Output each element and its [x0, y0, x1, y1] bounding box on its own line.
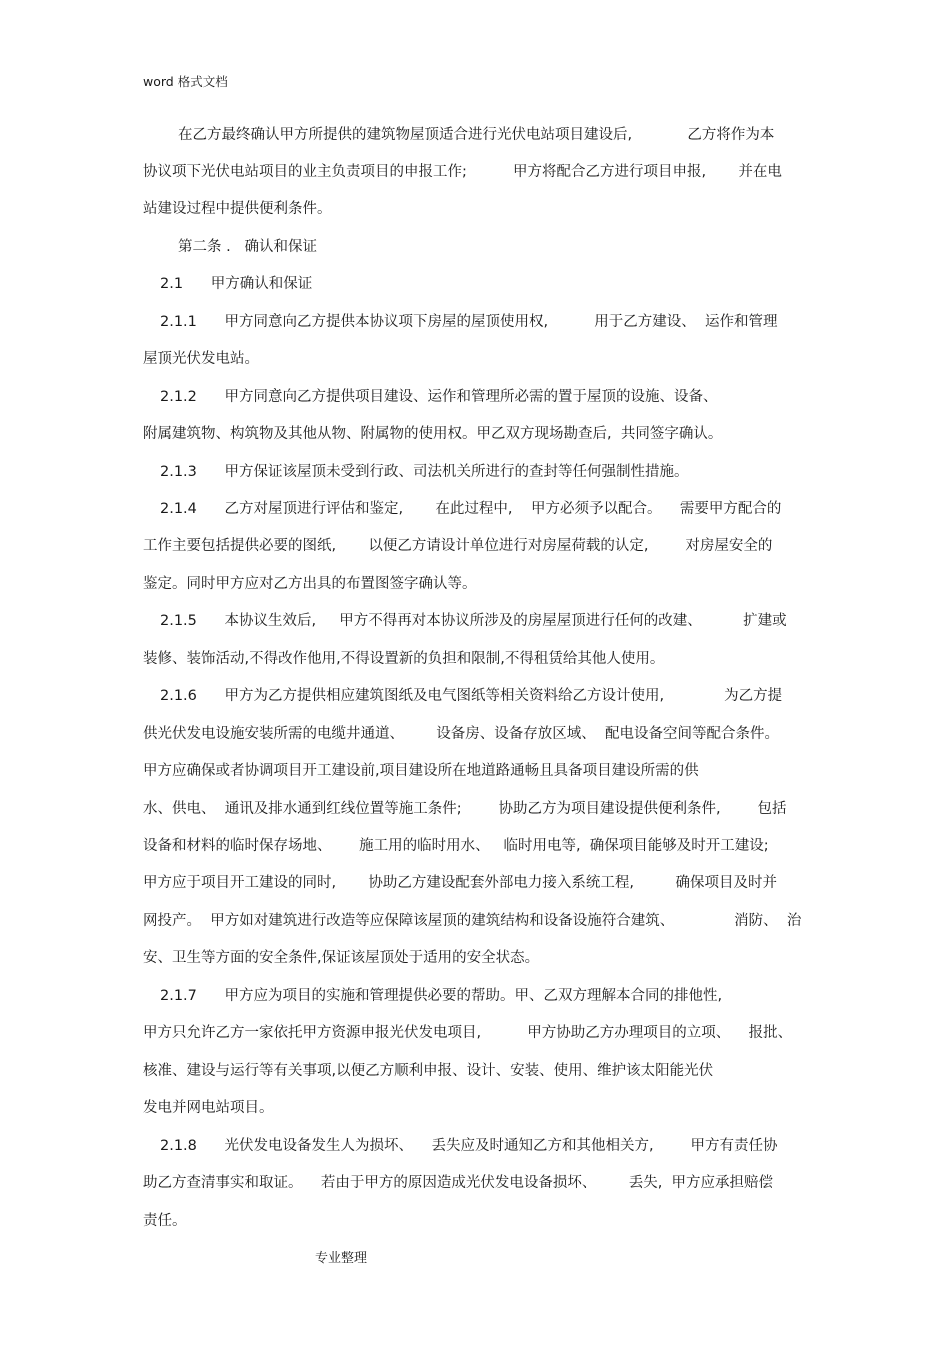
text-line: 在乙方最终确认甲方所提供的建筑物屋顶适合进行光伏电站项目建设后, 乙方将作为本: [178, 127, 775, 143]
section-heading: 第二条 . 确认和保证: [178, 239, 318, 255]
text-line: 装修、装饰活动,不得改作他用,不得设置新的负担和限制,不得租赁给其他人使用。: [143, 651, 665, 667]
text-line: 供光伏发电设施安装所需的电缆井通道、 设备房、设备存放区域、 配电设备空间等配合条件。: [143, 726, 779, 742]
text-line: 2.1.7 甲方应为项目的实施和管理提供必要的帮助。甲、乙双方理解本合同的排他性,: [160, 988, 723, 1004]
text-line: 屋顶光伏发电站。: [143, 351, 259, 367]
page-header: word 格式文档: [143, 74, 228, 89]
text-line: 核准、建设与运行等有关事项,以便乙方顺利申报、设计、安装、使用、维护该太阳能光伏: [143, 1063, 714, 1079]
text-line: 工作主要包括提供必要的图纸, 以便乙方请设计单位进行对房屋荷载的认定, 对房屋安全的: [143, 538, 773, 554]
text-line: 2.1.3 甲方保证该屋顶未受到行政、司法机关所进行的查封等任何强制性措施。: [160, 464, 689, 480]
text-line: 2.1.2 甲方同意向乙方提供项目建设、运作和管理所必需的置于屋顶的设施、设备、: [160, 389, 718, 405]
text-line: 甲方应确保或者协调项目开工建设前,项目建设所在地道路通畅且具备项目建设所需的供: [143, 763, 699, 779]
text-line: 水、供电、 通讯及排水通到红线位置等施工条件; 协助乙方为项目建设提供便利条件, 包括: [143, 801, 787, 817]
text-line: 2.1.8 光伏发电设备发生人为损坏、 丢失应及时通知乙方和其他相关方, 甲方有责任协: [160, 1138, 778, 1154]
text-line: 助乙方查清事实和取证。 若由于甲方的原因造成光伏发电设备损坏、 丢失, 甲方应承担赔偿: [143, 1175, 774, 1191]
text-line: 发电并网电站项目。: [143, 1100, 274, 1116]
text-line: 附属建筑物、构筑物及其他从物、附属物的使用权。甲乙双方现场勘查后, 共同签字确认。: [143, 426, 723, 442]
text-line: 鉴定。同时甲方应对乙方出具的布置图签字确认等。: [143, 576, 477, 592]
text-line: 甲方应于项目开工建设的同时, 协助乙方建设配套外部电力接入系统工程, 确保项目及时并: [143, 875, 777, 891]
text-line: 协议项下光伏电站项目的业主负责项目的申报工作; 甲方将配合乙方进行项目申报, 并在电: [143, 164, 782, 180]
clause-heading: 2.1 甲方确认和保证: [160, 276, 313, 292]
text-line: 网投产。 甲方如对建筑进行改造等应保障该屋顶的建筑结构和设备设施符合建筑、 消防、 治: [143, 913, 802, 929]
text-line: 2.1.1 甲方同意向乙方提供本协议项下房屋的屋顶使用权, 用于乙方建设、 运作和管理: [160, 314, 778, 330]
text-line: 安、卫生等方面的安全条件,保证该屋顶处于适用的安全状态。: [143, 950, 540, 966]
text-line: 责任。: [143, 1213, 187, 1229]
text-line: 站建设过程中提供便利条件。: [143, 201, 332, 217]
text-line: 2.1.5 本协议生效后, 甲方不得再对本协议所涉及的房屋屋顶进行任何的改建、 扩建或: [160, 613, 787, 629]
text-line: 2.1.4 乙方对屋顶进行评估和鉴定, 在此过程中, 甲方必须予以配合。 需要甲方配合的: [160, 501, 782, 517]
text-line: 甲方只允许乙方一家依托甲方资源申报光伏发电项目, 甲方协助乙方办理项目的立项、 报批、: [143, 1025, 793, 1041]
text-line: 2.1.6 甲方为乙方提供相应建筑图纸及电气图纸等相关资料给乙方设计使用, 为乙方提: [160, 688, 783, 704]
text-line: 设备和材料的临时保存场地、 施工用的临时用水、 临时用电等, 确保项目能够及时开工建设;: [143, 838, 769, 854]
page-footer: 专业整理: [315, 1251, 368, 1266]
